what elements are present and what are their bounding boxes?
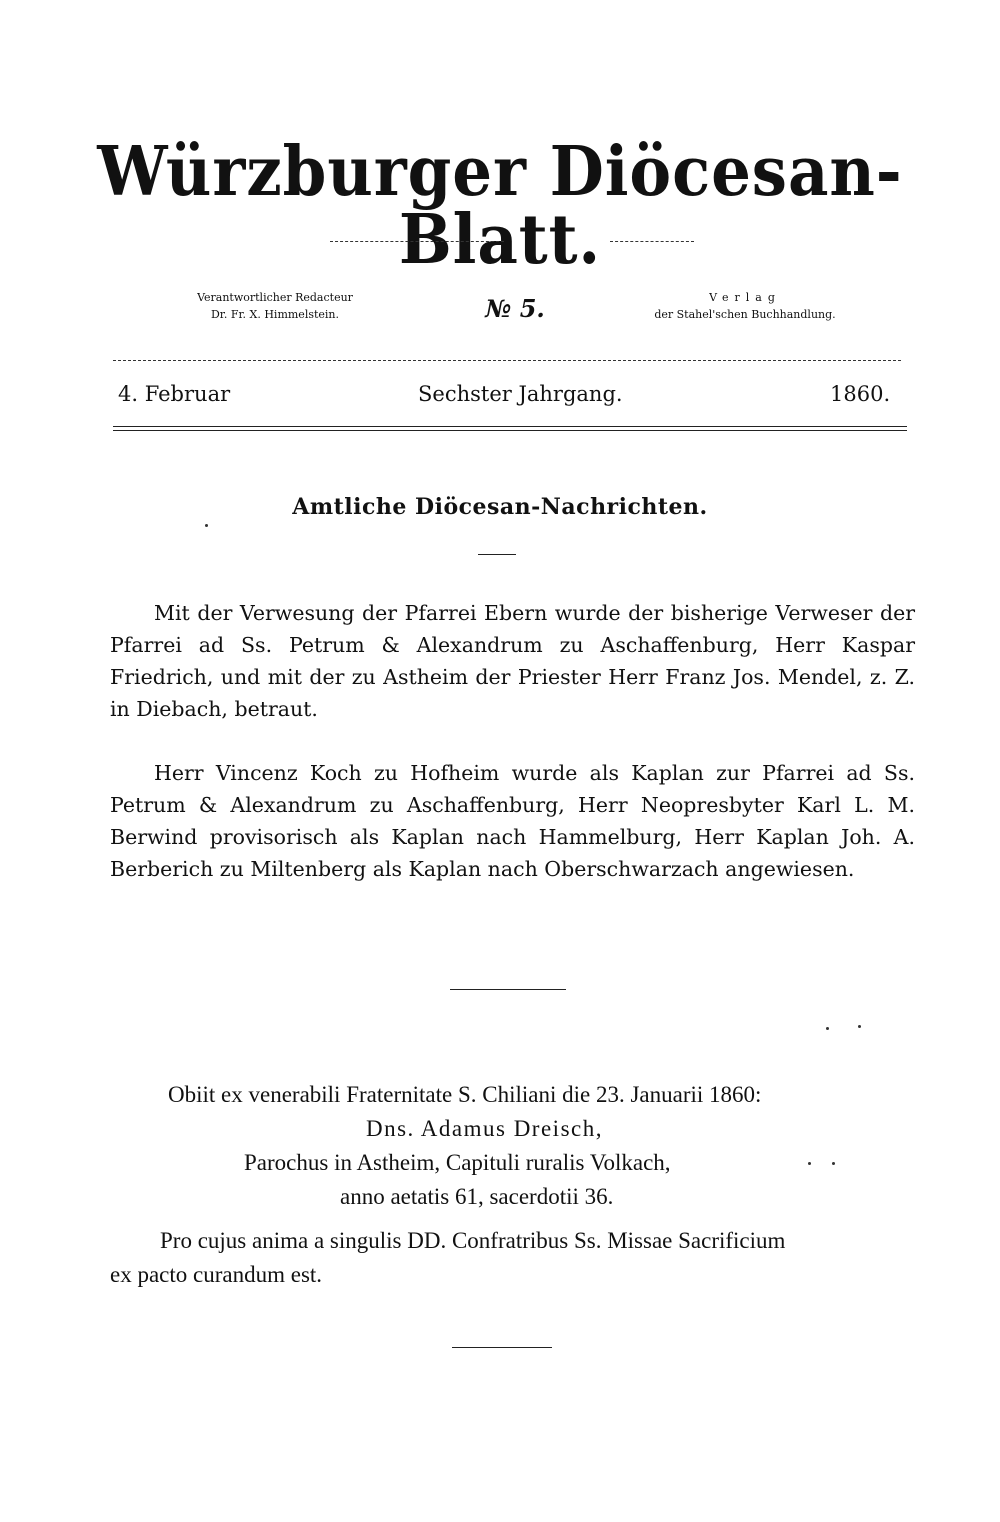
closing-rule — [452, 1347, 552, 1348]
publisher-credit — [630, 289, 860, 323]
issue-number: № 5. — [485, 294, 545, 323]
paper-speck — [205, 524, 208, 527]
issue-date: 4. Februar — [118, 382, 231, 406]
masthead-rule-right — [610, 241, 694, 242]
paper-speck — [832, 1162, 835, 1165]
masthead-rule-left — [330, 241, 504, 242]
obituary-request: Pro cujus anima a singulis DD. Confratribus Ss. Missae Sacrificium — [160, 1228, 786, 1253]
section-title-dash — [478, 554, 516, 555]
editor-role: Verantwortlicher Redacteur — [197, 291, 353, 304]
announcement-paragraph: Herr Vincenz Koch zu Hofheim wurde als Kaplan zur Pfarrei ad Ss. Petrum & Alexandrum zu Aschaffenburg, Herr Neopresbyter Karl L. M. Berwind provisorisch als Kaplan nach Hammelburg, Herr Kaplan Joh. A. Berberich zu Miltenberg als Kaplan nach Oberschwarzach angewiesen. — [110, 761, 915, 881]
obituary-name: Dns. Adamus Dreisch, — [366, 1116, 603, 1141]
paper-speck — [808, 1162, 811, 1165]
header-rule-top — [113, 360, 901, 361]
section-title: Amtliche Diöcesan-Nachrichten. — [292, 494, 708, 520]
editor-credit — [160, 289, 390, 323]
publisher-label: Verlag — [709, 291, 781, 304]
paper-speck — [826, 1027, 829, 1030]
volume-label: Sechster Jahrgang. — [418, 382, 623, 406]
obituary-age: anno aetatis 61, sacerdotii 36. — [340, 1184, 614, 1209]
header-rule-bottom — [113, 426, 907, 431]
masthead-title: Würzburger Diöcesan-Blatt. — [97, 132, 903, 280]
obituary-request-end: ex pacto curandum est. — [110, 1262, 323, 1287]
section-separator — [450, 989, 566, 990]
paper-speck — [858, 1025, 861, 1028]
obituary-position: Parochus in Astheim, Capituli ruralis Volkach, — [244, 1150, 671, 1175]
obituary-intro: Obiit ex venerabili Fraternitate S. Chiliani die 23. Januarii 1860: — [168, 1082, 762, 1107]
issue-year: 1860. — [830, 382, 891, 406]
publisher-name: der Stahel'schen Buchhandlung. — [654, 308, 836, 321]
editor-name: Dr. Fr. X. Himmelstein. — [210, 308, 340, 321]
announcement-paragraph: Mit der Verwesung der Pfarrei Ebern wurde der bisherige Verweser der Pfarrei ad Ss. Petrum & Alexandrum zu Aschaffenburg, Herr Kaspar Friedrich, und mit der zu Astheim der Priester Herr Franz Jos. Mendel, z. Z. in Diebach, betraut. — [110, 601, 915, 721]
